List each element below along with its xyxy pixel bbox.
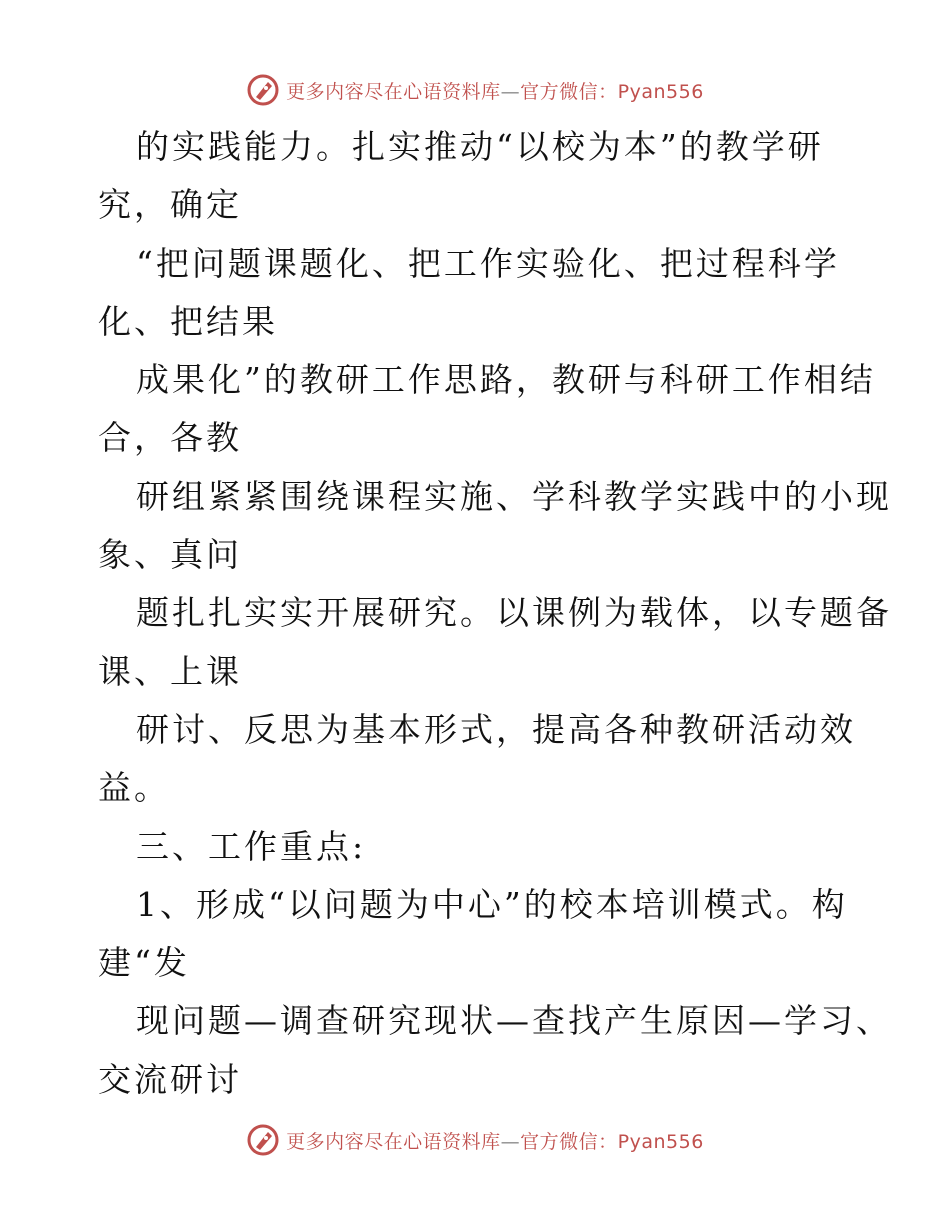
footer-banner-text (286, 1127, 704, 1154)
body-line: “把问题课题化、把工作实验化、把过程科学 (136, 243, 840, 283)
header-banner-wechat: 官方微信：Pyan556 (520, 80, 704, 103)
body-line: 课、上课 (98, 651, 242, 691)
footer-banner-main: 更多内容尽在心语资料库 (286, 1130, 501, 1153)
body-line: 化、把结果 (98, 301, 278, 341)
header-banner-dash: — (500, 80, 521, 103)
body-line: 的实践能力。扎实推动“以校为本”的教学研 (136, 127, 824, 166)
body-line: 建“发 (98, 943, 190, 983)
body-line: 研讨、反思为基本形式，提高各种教研活动效 (136, 709, 856, 749)
body-line: 究，确定 (98, 185, 242, 225)
pen-nib-logo-icon (246, 1123, 280, 1157)
section-heading: 三、工作重点: (136, 826, 367, 866)
body-line: 成果化”的教研工作思路，教研与科研工作相结 (136, 360, 876, 400)
document-body (98, 118, 892, 1109)
body-line: 现问题—调查研究现状—查找产生原因—学习、 (136, 1001, 892, 1041)
pen-nib-logo-icon (246, 73, 280, 107)
footer-banner-wechat: 官方微信：Pyan556 (520, 1130, 704, 1153)
footer-banner-dash: — (500, 1130, 521, 1153)
header-banner-inner (246, 73, 704, 107)
body-line: 益。 (98, 768, 170, 808)
body-line: 题扎扎实实开展研究。以课例为载体，以专题备 (136, 593, 892, 633)
body-line: 1、形成“以问题为中心”的校本培训模式。构 (136, 884, 848, 924)
footer-banner (0, 1120, 950, 1160)
body-line: 研组紧紧围绕课程实施、学科教学实践中的小现 (136, 476, 892, 516)
footer-banner-inner (246, 1123, 704, 1157)
body-line: 合，各教 (98, 418, 242, 458)
header-banner (0, 70, 950, 110)
header-banner-main: 更多内容尽在心语资料库 (286, 80, 501, 103)
body-line: 交流研讨 (98, 1059, 242, 1099)
body-line: 象、真问 (98, 535, 242, 575)
header-banner-text (286, 77, 704, 104)
